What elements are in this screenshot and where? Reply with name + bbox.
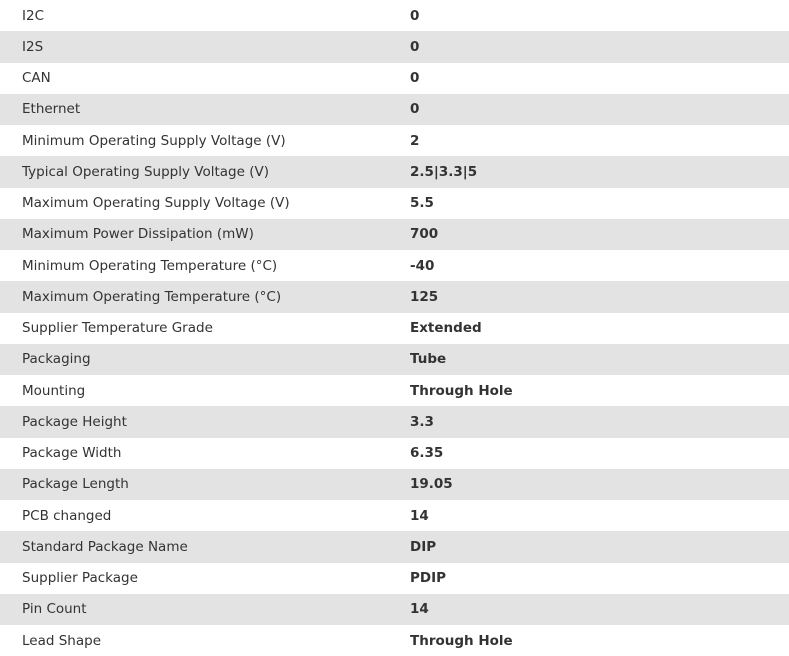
table-row (0, 344, 789, 375)
table-row (0, 94, 789, 125)
table-row (0, 63, 789, 94)
attribute-value: -40 (410, 257, 435, 274)
attribute-value: 0 (410, 101, 420, 118)
attribute-value: 19.05 (410, 476, 453, 493)
table-row (0, 250, 789, 281)
attribute-value: 2 (410, 132, 420, 149)
attribute-name: Lead Shape (22, 632, 101, 649)
attribute-name: Packaging (22, 351, 91, 368)
attribute-value: 0 (410, 70, 420, 87)
attribute-value: 6.35 (410, 445, 444, 462)
attribute-value: 3.3 (410, 413, 434, 430)
table-row (0, 375, 789, 406)
attribute-value: 0 (410, 7, 420, 24)
table-row (0, 406, 789, 437)
attribute-name: Maximum Operating Supply Voltage (V) (22, 195, 290, 212)
attribute-value: 14 (410, 507, 429, 524)
attribute-value: 0 (410, 38, 420, 55)
table-row (0, 156, 789, 187)
table-row (0, 281, 789, 312)
attribute-name: Ethernet (22, 101, 81, 118)
attribute-name: Maximum Power Dissipation (mW) (22, 226, 254, 243)
table-row (0, 0, 789, 31)
attribute-value: Extended (410, 320, 482, 337)
attribute-name: Pin Count (22, 601, 87, 618)
table-row (0, 125, 789, 156)
table-row (0, 219, 789, 250)
table-row (0, 188, 789, 219)
attribute-name: PCB changed (22, 507, 112, 524)
table-row (0, 469, 789, 500)
table-row (0, 438, 789, 469)
table-row (0, 31, 789, 62)
attribute-name: Standard Package Name (22, 538, 188, 555)
attribute-name: Maximum Operating Temperature (°C) (22, 288, 282, 305)
attribute-name: Typical Operating Supply Voltage (V) (22, 163, 269, 180)
attribute-value: Through Hole (410, 382, 513, 399)
attribute-name: Package Height (22, 413, 127, 430)
table-row (0, 594, 789, 625)
attribute-name: Package Length (22, 476, 129, 493)
attribute-name: Supplier Temperature Grade (22, 320, 213, 337)
table-row (0, 313, 789, 344)
attribute-name: Mounting (22, 382, 86, 399)
attribute-value: 125 (410, 288, 439, 305)
table-row (0, 563, 789, 594)
attribute-value: Through Hole (410, 632, 513, 649)
attribute-name: Minimum Operating Supply Voltage (V) (22, 132, 286, 149)
attribute-value: PDIP (410, 570, 447, 587)
attribute-value: 700 (410, 226, 439, 243)
attribute-value: 14 (410, 601, 429, 618)
table-row (0, 625, 789, 656)
attribute-name: I2S (22, 38, 44, 55)
attribute-value: DIP (410, 538, 437, 555)
attribute-name: Minimum Operating Temperature (°C) (22, 257, 278, 274)
table-row (0, 531, 789, 562)
attribute-name: Package Width (22, 445, 122, 462)
attribute-name: CAN (22, 70, 51, 87)
table-row (0, 500, 789, 531)
attribute-value: 5.5 (410, 195, 434, 212)
attribute-value: 2.5|3.3|5 (410, 163, 478, 180)
attribute-name: Supplier Package (22, 570, 138, 587)
attribute-value: Tube (410, 351, 447, 368)
attribute-name: I2C (22, 7, 44, 24)
